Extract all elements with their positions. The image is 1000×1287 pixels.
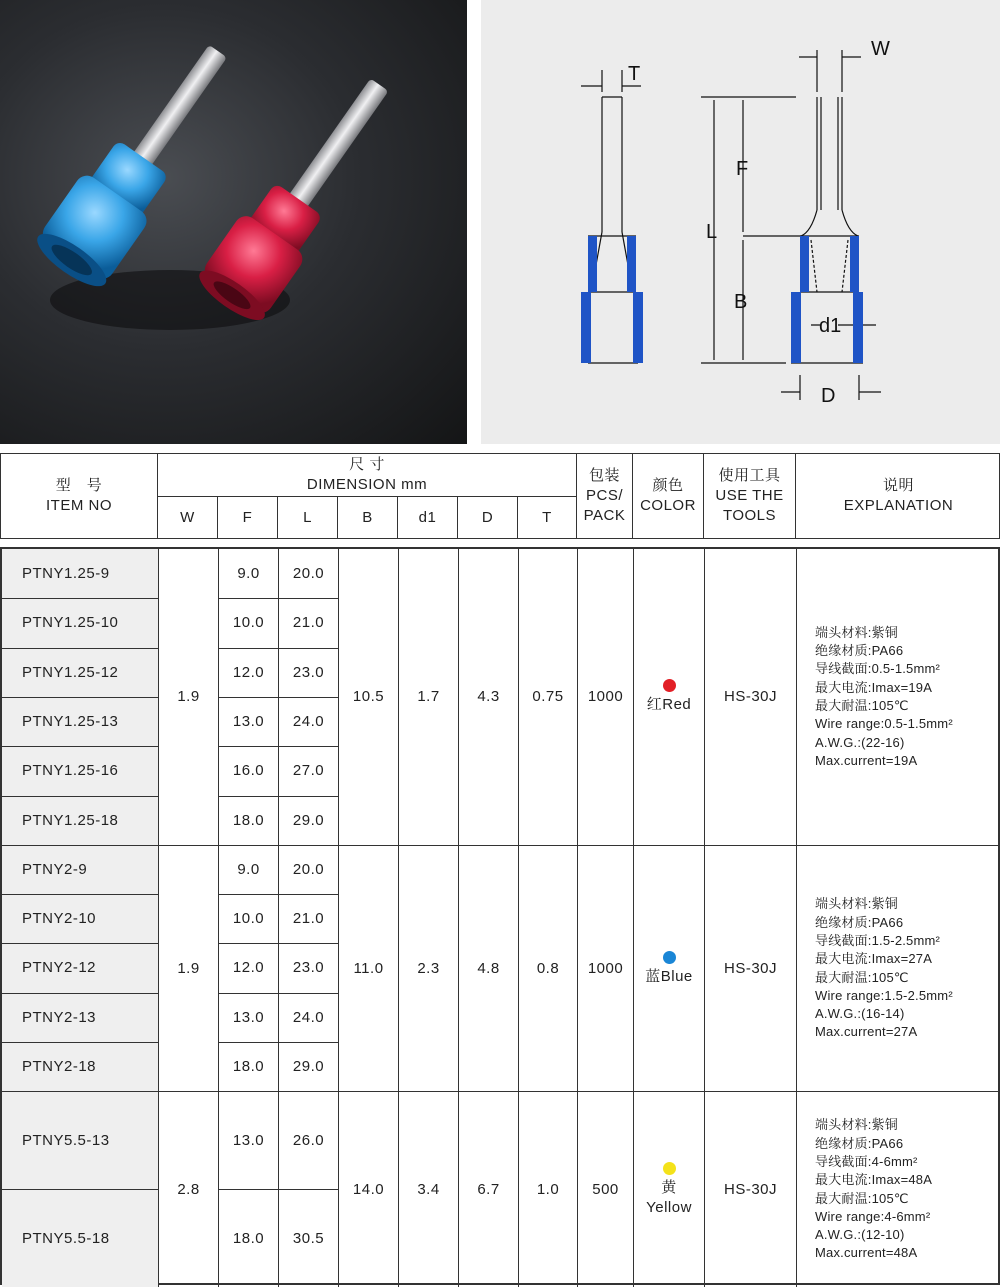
- header-col-d: [457, 496, 517, 538]
- header-col-f: [217, 496, 277, 538]
- dim-f: 16.0: [232, 762, 265, 780]
- item-no: PTNY1.25-10: [22, 614, 119, 632]
- item-no: PTNY1.25-16: [22, 762, 119, 780]
- explanation-line: 导线截面:1.5-2.5mm²: [815, 932, 941, 948]
- group-tools: HS-30J: [723, 688, 778, 705]
- header-color-line: 颜色: [652, 477, 684, 494]
- header-pack-line: 包装: [588, 467, 620, 484]
- header-tools-line: TOOLS: [722, 507, 777, 524]
- header-col-t: [517, 496, 576, 538]
- dim-f-cell: [218, 894, 278, 943]
- dim-f: 9.0: [237, 861, 260, 879]
- header-item-no-line: 型 号: [55, 477, 103, 494]
- group-d-cell: [458, 1091, 518, 1287]
- dim-l: 20.0: [292, 564, 325, 582]
- dim-f-cell: [218, 943, 278, 992]
- explanation-line: 最大耐温:105℃: [815, 698, 909, 713]
- color-dot-icon: [663, 951, 676, 964]
- group-b-cell: [338, 845, 398, 1091]
- dim-f-cell: [218, 648, 278, 697]
- item-no: PTNY2-12: [22, 959, 97, 977]
- dim-f: 13.0: [232, 1131, 265, 1149]
- label-D: D: [821, 385, 836, 407]
- group-tools: HS-30J: [723, 959, 778, 977]
- explanation-line: 最大电流:Imax=19A: [815, 679, 933, 695]
- group-w-cell: [158, 1091, 218, 1287]
- dim-l: 24.0: [292, 1008, 325, 1026]
- item-no-cell: [2, 943, 158, 992]
- explanation-line: Wire range:0.5-1.5mm²: [815, 716, 953, 732]
- group-d: 4.8: [477, 959, 500, 977]
- item-no: PTNY2-13: [22, 1008, 97, 1026]
- explanation-line: A.W.G.:(12-10): [815, 1227, 905, 1243]
- header-color: [632, 454, 703, 538]
- dim-f-cell: [218, 1091, 278, 1189]
- group-b: 11.0: [353, 959, 384, 977]
- dim-l: 29.0: [292, 1057, 325, 1075]
- dim-f-cell: [218, 1042, 278, 1091]
- label-d1: d1: [819, 315, 842, 337]
- dim-l-cell: [278, 943, 338, 992]
- item-no: PTNY1.25-13: [22, 713, 119, 731]
- group-d-cell: [458, 845, 518, 1091]
- dim-f-cell: [218, 845, 278, 894]
- item-no-cell: [2, 1189, 158, 1287]
- label-B: B: [734, 291, 748, 313]
- group-explanation-cell: [796, 1091, 1000, 1287]
- dim-f: 10.0: [232, 614, 265, 632]
- header-col-b: [337, 496, 397, 538]
- explanation-line: 端头材料:紫铜: [815, 624, 899, 640]
- group-tools-cell: [704, 845, 796, 1091]
- dim-f: 9.0: [237, 564, 260, 582]
- dim-l: 23.0: [292, 663, 325, 681]
- dimension-drawing: [481, 0, 1000, 444]
- group-b-cell: [338, 1091, 398, 1287]
- group-t-cell: [518, 845, 577, 1091]
- group-color-cell: [633, 1091, 704, 1287]
- label-L: L: [706, 221, 718, 243]
- group-tools-cell: [704, 549, 796, 845]
- item-no: PTNY2-10: [22, 910, 97, 928]
- group-w-cell: [158, 845, 218, 1091]
- dim-f-cell: [218, 1189, 278, 1287]
- explanation-line: 导线截面:4-6mm²: [815, 1153, 918, 1169]
- color-label: Yellow: [646, 1198, 692, 1216]
- group-b-cell: [338, 549, 398, 845]
- product-photo: [0, 0, 467, 444]
- dim-f: 13.0: [232, 1008, 265, 1026]
- dim-l-cell: [278, 1091, 338, 1189]
- color-label: 黄: [661, 1178, 677, 1196]
- item-no-cell: [2, 796, 158, 845]
- dim-f: 13.0: [232, 713, 265, 731]
- dim-f: 18.0: [232, 1057, 265, 1075]
- dim-l: 29.0: [292, 811, 325, 829]
- header-col-d1: [397, 496, 457, 538]
- group-d1-cell: [398, 845, 458, 1091]
- table-header: [0, 453, 1000, 539]
- dim-f: 18.0: [232, 811, 265, 829]
- group-w-cell: [158, 549, 218, 845]
- group-pack-cell: [577, 845, 633, 1091]
- dim-f-cell: [218, 796, 278, 845]
- label-F: F: [736, 158, 749, 180]
- group-d: 6.7: [477, 1180, 500, 1198]
- group-b: 10.5: [352, 688, 385, 705]
- header-pack-line: PACK: [583, 507, 626, 524]
- dim-f: 12.0: [232, 663, 265, 681]
- group-pack: 1000: [587, 688, 624, 705]
- group-pack: 500: [592, 1180, 619, 1198]
- group-pack-cell: [577, 549, 633, 845]
- group-pack: 1000: [587, 959, 624, 977]
- group-d1: 3.4: [417, 1180, 440, 1198]
- item-no-cell: [2, 746, 158, 795]
- group-t: 1.0: [536, 1180, 560, 1198]
- header-col-label: T: [542, 508, 552, 526]
- item-no-cell: [2, 993, 158, 1042]
- header-col-l: [277, 496, 337, 538]
- explanation-line: Max.current=19A: [815, 752, 918, 768]
- header-col-label: B: [362, 508, 373, 526]
- item-no: PTNY1.25-9: [22, 564, 110, 582]
- explanation-line: 绝缘材质:PA66: [815, 643, 904, 659]
- group-t: 0.75: [532, 688, 564, 705]
- group-d: 4.3: [477, 688, 500, 705]
- explanation-line: 端头材料:紫铜: [815, 896, 899, 912]
- header-item-no: [1, 454, 157, 538]
- explanation-line: 最大耐温:105℃: [815, 969, 909, 985]
- header-explanation-line: 说明: [882, 477, 914, 494]
- header-explanation: [795, 454, 1000, 538]
- explanation-line: 最大耐温:105℃: [815, 1190, 909, 1206]
- group-w: 2.8: [177, 1180, 200, 1198]
- terminal-dimension-diagram: [481, 0, 1000, 444]
- group-tools: HS-30J: [723, 1180, 778, 1198]
- explanation-line: 最大电流:Imax=27A: [815, 951, 933, 967]
- dim-l-cell: [278, 1042, 338, 1091]
- explanation-line: 端头材料:紫铜: [815, 1117, 899, 1133]
- item-no-cell: [2, 1042, 158, 1091]
- item-no-cell: [2, 1091, 158, 1189]
- dim-l-cell: [278, 894, 338, 943]
- dim-f-cell: [218, 598, 278, 647]
- group-explanation-cell: [796, 549, 1000, 845]
- color-dot-icon: [663, 679, 676, 692]
- dim-l-cell: [278, 845, 338, 894]
- pin-terminals-photo: [0, 0, 467, 444]
- dim-l: 26.0: [292, 1131, 325, 1149]
- group-t: 0.8: [536, 959, 560, 977]
- group-t-cell: [518, 1091, 577, 1287]
- group-color-cell: [633, 845, 704, 1091]
- dim-l-cell: [278, 598, 338, 647]
- group-d-cell: [458, 549, 518, 845]
- dim-l: 30.5: [292, 1229, 325, 1247]
- group-w: 1.9: [177, 959, 200, 977]
- group-color-cell: [633, 549, 704, 845]
- dim-l: 27.0: [292, 762, 325, 780]
- dim-l: 20.0: [292, 861, 325, 879]
- dim-f-cell: [218, 549, 278, 598]
- color-label: 蓝Blue: [645, 967, 693, 985]
- header-pack: [576, 454, 632, 538]
- header-dimension: [157, 454, 576, 496]
- group-t-cell: [518, 549, 577, 845]
- dim-l-cell: [278, 549, 338, 598]
- dim-l-cell: [278, 993, 338, 1042]
- header-col-label: D: [481, 508, 494, 526]
- dim-f: 10.0: [232, 910, 265, 928]
- group-d1-cell: [398, 549, 458, 845]
- header-tools-line: 使用工具: [718, 467, 781, 484]
- item-no: PTNY2-18: [22, 1057, 97, 1075]
- group-b: 14.0: [352, 1180, 385, 1198]
- item-no-cell: [2, 549, 158, 598]
- item-no-cell: [2, 894, 158, 943]
- header-pack-line: PCS/: [585, 487, 623, 504]
- header-item-no-line: ITEM NO: [46, 497, 112, 514]
- explanation-line: Wire range:1.5-2.5mm²: [815, 987, 953, 1003]
- dim-l-cell: [278, 796, 338, 845]
- spec-table: [0, 547, 1000, 1285]
- explanation-line: 绝缘材质:PA66: [815, 914, 904, 930]
- header-color-line: COLOR: [640, 497, 696, 514]
- dim-l: 24.0: [292, 713, 325, 731]
- explanation-line: 最大电流:Imax=48A: [815, 1172, 933, 1188]
- explanation-line: Max.current=27A: [815, 1024, 918, 1040]
- header-col-w: [157, 496, 217, 538]
- header-dimension-line: DIMENSION mm: [306, 476, 428, 493]
- dim-l: 21.0: [292, 910, 325, 928]
- item-no-cell: [2, 648, 158, 697]
- header-col-label: F: [242, 508, 253, 526]
- color-dot-icon: [663, 1162, 676, 1175]
- group-tools-cell: [704, 1091, 796, 1287]
- header-col-label: L: [303, 508, 312, 526]
- dim-f-cell: [218, 697, 278, 746]
- group-d1: 2.3: [417, 959, 440, 977]
- color-label: 红Red: [646, 696, 692, 713]
- dim-f: 12.0: [232, 959, 265, 977]
- explanation-line: Wire range:4-6mm²: [815, 1208, 931, 1224]
- group-explanation-cell: [796, 845, 1000, 1091]
- dim-l: 23.0: [292, 959, 325, 977]
- dim-l-cell: [278, 648, 338, 697]
- group-d1-cell: [398, 1091, 458, 1287]
- item-no-cell: [2, 598, 158, 647]
- header-col-label: d1: [418, 508, 437, 526]
- group-d1: 1.7: [417, 688, 440, 705]
- header-tools-line: USE THE: [715, 487, 784, 504]
- dim-l-cell: [278, 746, 338, 795]
- group-w: 1.9: [177, 688, 200, 705]
- header-tools: [703, 454, 795, 538]
- item-no: PTNY5.5-13: [22, 1131, 110, 1149]
- header-dimension-line: 尺 寸: [349, 456, 385, 473]
- dim-f-cell: [218, 746, 278, 795]
- label-W: W: [871, 38, 890, 60]
- explanation-line: 导线截面:0.5-1.5mm²: [815, 661, 941, 677]
- dim-f-cell: [218, 993, 278, 1042]
- item-no-cell: [2, 845, 158, 894]
- group-pack-cell: [577, 1091, 633, 1287]
- dim-l-cell: [278, 697, 338, 746]
- header-explanation-line: EXPLANATION: [843, 497, 954, 514]
- item-no: PTNY2-9: [22, 861, 88, 879]
- item-no-cell: [2, 697, 158, 746]
- item-no: PTNY1.25-18: [22, 811, 119, 829]
- item-no: PTNY5.5-18: [22, 1229, 110, 1247]
- dim-l: 21.0: [292, 614, 325, 632]
- dim-f: 18.0: [232, 1229, 265, 1247]
- dim-l-cell: [278, 1189, 338, 1287]
- explanation-line: A.W.G.:(16-14): [815, 1006, 905, 1022]
- label-T: T: [628, 63, 641, 85]
- explanation-line: 绝缘材质:PA66: [815, 1135, 904, 1151]
- item-no: PTNY1.25-12: [22, 663, 119, 681]
- explanation-line: A.W.G.:(22-16): [815, 734, 905, 750]
- header-col-label: W: [180, 508, 195, 526]
- explanation-line: Max.current=48A: [815, 1245, 918, 1261]
